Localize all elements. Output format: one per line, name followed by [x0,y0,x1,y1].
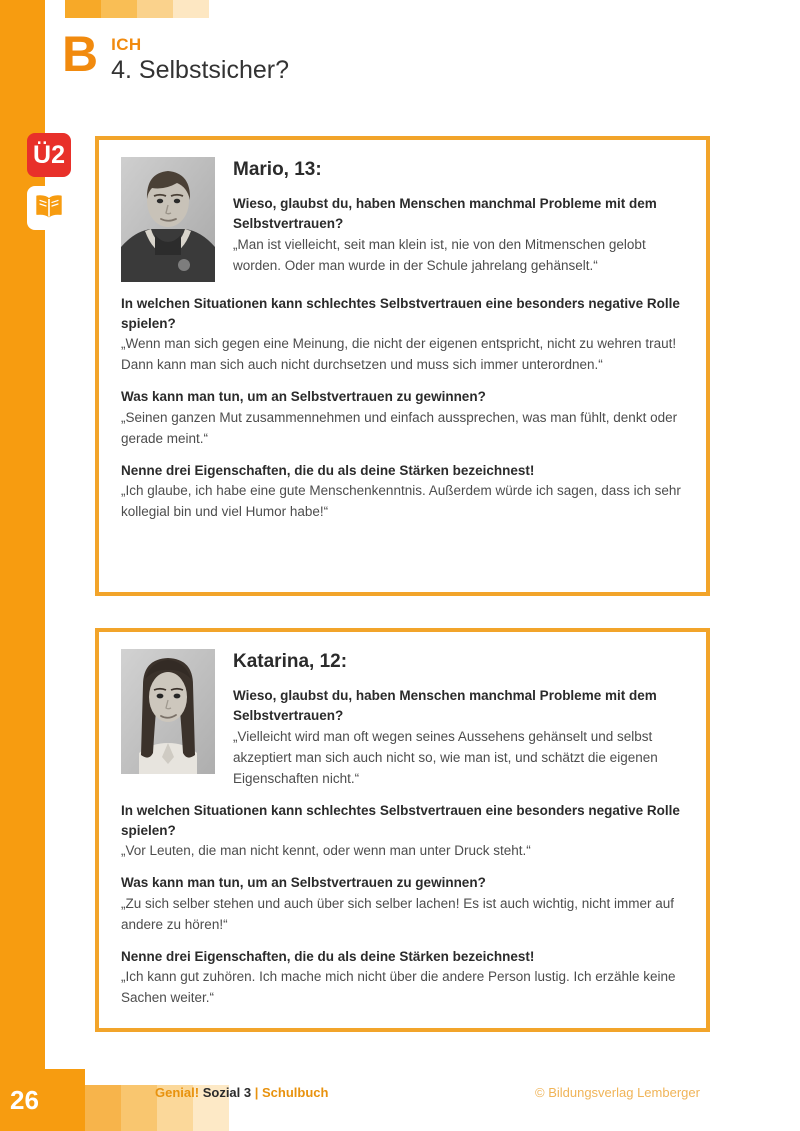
qa-block [121,387,686,449]
answer-text: „Seinen ganzen Mut zusammennehmen und einfach aussprechen, was man fühlt, denkt oder gerade meint.“ [121,409,678,446]
question-text: In welchen Situationen kann schlechtes Selbstvertrauen eine besonders negative Rolle spielen? [121,296,680,331]
footer-series: Sozial 3 [202,1085,252,1100]
answer-text: „Ich glaube, ich habe eine gute Menschenkenntnis. Außerdem würde ich sagen, dass ich sehr kollegial bin und viel Humor habe!“ [121,483,681,519]
footer-brand: Genial! [155,1085,200,1100]
qa-block [121,461,686,523]
interview-head-text [233,157,686,276]
interview-head-text [233,649,686,789]
person-name: Mario, 13: [233,159,322,180]
top-swatch-3 [137,0,173,18]
footer-kind: Schulbuch [262,1085,329,1100]
question-text: Was kann man tun, um an Selbstvertrauen zu gewinnen? [121,875,486,890]
question-text: Nenne drei Eigenschaften, die du als deine Stärken bezeichnest! [121,948,535,964]
question-text: In welchen Situationen kann schlechtes Selbstvertrauen eine besonders negative Rolle spielen? [121,803,680,838]
top-color-swatches [65,0,209,18]
portrait-katarina [121,649,215,774]
person-name: Katarina, 12: [233,651,348,672]
footer-copyright: © Bildungsverlag Lemberger [535,1085,700,1100]
interview-head [121,157,686,282]
footer-swatch-2 [121,1085,157,1131]
book-icon-tile[interactable] [27,186,71,230]
question-text: Wieso, glaubst du, haben Menschen manchmal Probleme mit dem Selbstvertrauen? [233,196,657,231]
page-title: 4. Selbstsicher? [111,56,289,84]
question-text: Wieso, glaubst du, haben Menschen manchmal Probleme mit dem Selbstvertrauen? [233,688,657,723]
qa-block [121,294,686,375]
interview-body [121,801,686,1008]
chapter-letter: B [62,26,98,82]
exercise-badge[interactable]: Ü2 [27,133,71,177]
open-book-icon [34,194,64,223]
qa-block [121,801,686,861]
interview-head [121,649,686,789]
qa-block [121,873,686,935]
page-number: 26 [0,1069,85,1131]
answer-text: „Ich kann gut zuhören. Ich mache mich nicht über die andere Person lustig. Ich erzähle keine Sachen weiter.“ [121,969,676,1005]
footer-swatch-1 [85,1085,121,1131]
answer-text: „Vielleicht wird man oft wegen seines Aussehens gehänselt und selbst akzeptiert man sich auch nicht so, wie man ist, und schätzt die eigenen Eigenschaften nicht.“ [233,729,658,786]
question-text: Nenne drei Eigenschaften, die du als deine Stärken bezeichnest! [121,462,535,478]
question-text: Was kann man tun, um an Selbstvertrauen zu gewinnen? [121,389,486,404]
page-header [62,28,289,85]
qa-block [121,947,686,1009]
portrait-mario [121,157,215,282]
answer-text: „Vor Leuten, die man nicht kennt, oder wenn man unter Druck steht.“ [121,843,531,858]
top-swatch-2 [101,0,137,18]
top-swatch-1 [65,0,101,18]
top-swatch-4 [173,0,209,18]
interview-body [121,294,686,522]
interview-box-katarina [95,628,710,1032]
header-kicker: ICH [111,35,142,54]
answer-text: „Wenn man sich gegen eine Meinung, die nicht der eigenen entspricht, nicht zu wehren traut! Dann kann man sich auch nicht durchsetzen und muss sich immer unterordnen.“ [121,336,677,372]
answer-text: „Zu sich selber stehen und auch über sich selber lachen! Es ist auch wichtig, nicht immer auf andere zu hören!“ [121,895,675,932]
footer-book-title [155,1085,328,1101]
interview-box-mario [95,136,710,596]
badge-column [27,133,71,230]
header-text-group [111,28,289,85]
footer-separator: | [254,1085,259,1100]
answer-text: „Man ist vielleicht, seit man klein ist, nie von den Mitmenschen gelobt worden. Oder man wurde in der Schule jahrelang gehänselt.“ [233,237,646,273]
